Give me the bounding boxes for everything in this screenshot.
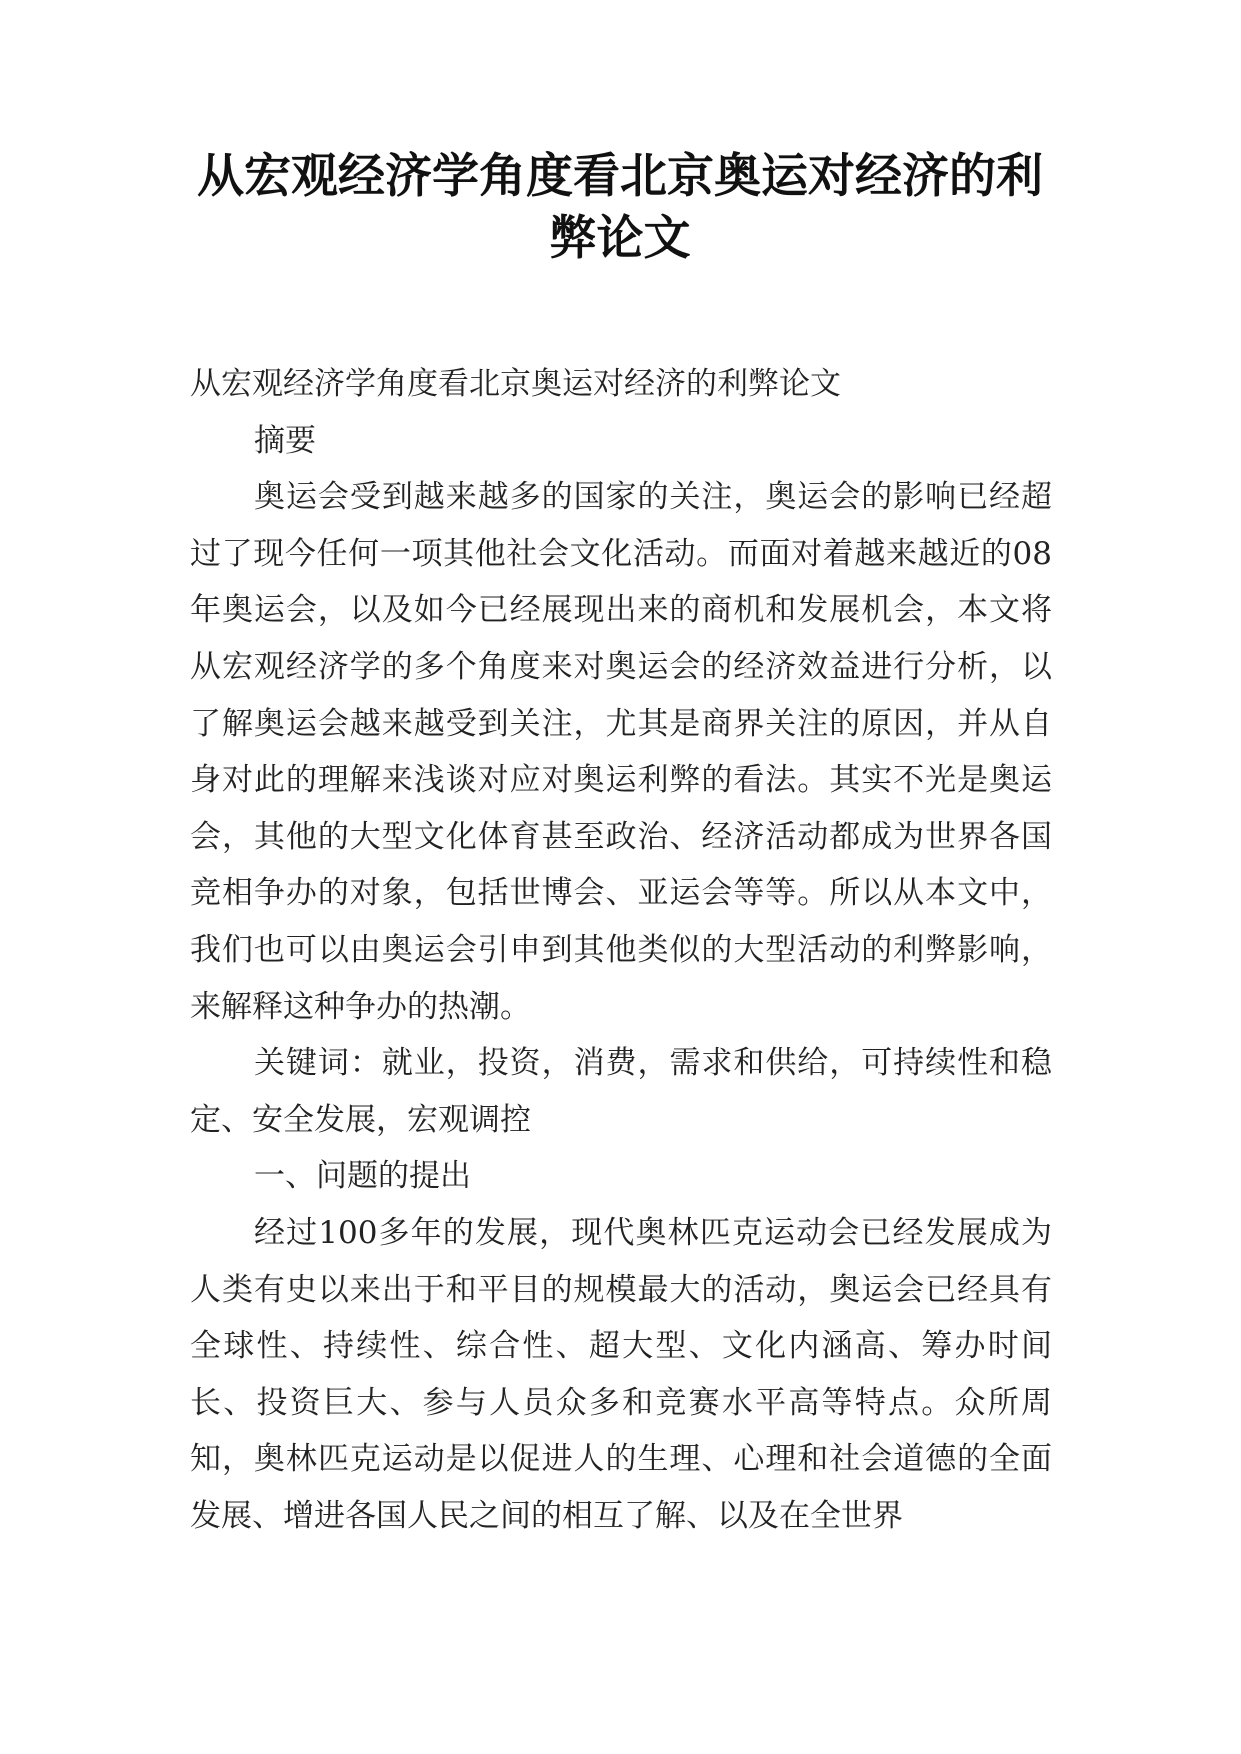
paragraph-body: 经过100多年的发展，现代奥林匹克运动会已经发展成为人类有史以来出于和平目的规模最大的活动，奥运会已经具有全球性、持续性、综合性、超大型、文化内涵高、筹办时间长、投资巨大、参与人员众多和竞赛水平高等特点。众所周知，奥林匹克运动是以促进人的生理、心理和社会道德的全面发展、增进各国人民之间的相互了解、以及在全世界 (190, 1214, 1052, 1534)
paragraph-abstract: 奥运会受到越来越多的国家的关注，奥运会的影响已经超过了现今任何一项其他社会文化活动。而面对着越来越近的08年奥运会，以及如今已经展现出来的商机和发展机会，本文将从宏观经济学的多个角度来对奥运会的经济效益进行分析，以了解奥运会越来越受到关注，尤其是商界关注的原因，并从自身对此的理解来浅谈对应对奥运利弊的看法。其实不光是奥运会，其他的大型文化体育甚至政治、经济活动都成为世界各国竞相争办的对象，包括世博会、亚运会等等。所以从本文中，我们也可以由奥运会引申到其他类似的大型活动的利弊影响，来解释这种争办的热潮。 (190, 479, 1052, 1025)
paragraph-abstract-label: 摘要 (254, 422, 316, 459)
document-title: 从宏观经济学角度看北京奥运对经济的利弊论文 (197, 149, 1043, 266)
document-body (190, 356, 1052, 1544)
paragraph-heading-repeat: 从宏观经济学角度看北京奥运对经济的利弊论文 (190, 366, 841, 402)
paragraph-keywords: 关键词：就业，投资，消费，需求和供给，可持续性和稳定、安全发展，宏观调控 (190, 1045, 1052, 1138)
paragraph-section-heading: 一、问题的提出 (254, 1158, 471, 1195)
